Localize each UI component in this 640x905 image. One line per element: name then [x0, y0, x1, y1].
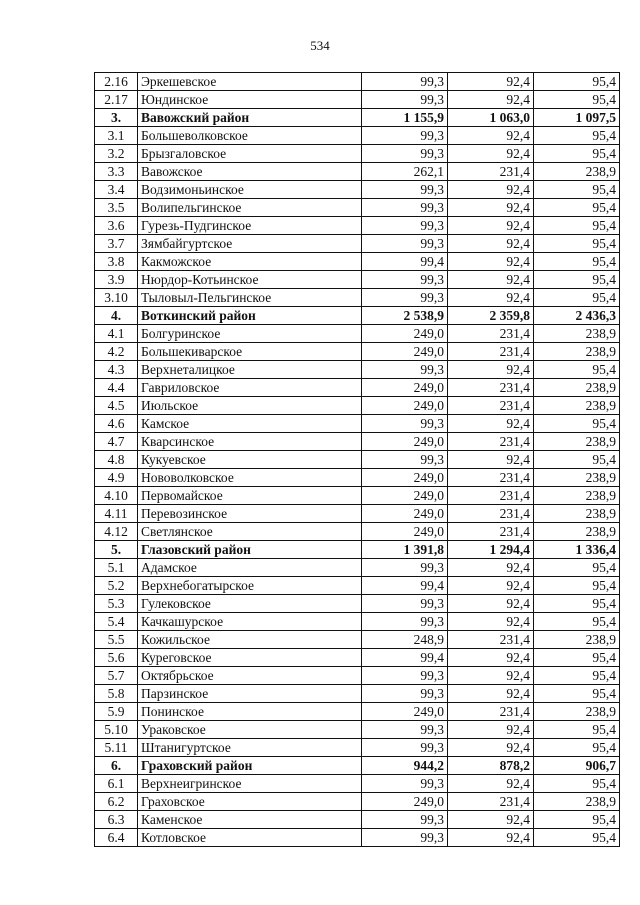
value-col-1: 99,3 — [362, 415, 448, 433]
row-number: 3.6 — [95, 217, 138, 235]
row-number: 4.9 — [95, 469, 138, 487]
table-body — [95, 73, 620, 847]
value-col-1: 99,4 — [362, 253, 448, 271]
value-col-2: 231,4 — [448, 793, 534, 811]
row-number: 3.9 — [95, 271, 138, 289]
row-number: 4.5 — [95, 397, 138, 415]
table-row — [95, 145, 620, 163]
value-col-2: 92,4 — [448, 217, 534, 235]
table-row — [95, 289, 620, 307]
table-row — [95, 433, 620, 451]
value-col-2: 231,4 — [448, 703, 534, 721]
row-number: 4.2 — [95, 343, 138, 361]
settlement-name: Нюрдор-Котьинское — [138, 271, 362, 289]
value-col-1: 99,3 — [362, 685, 448, 703]
value-col-3: 238,9 — [534, 793, 620, 811]
settlement-name: Куреговское — [138, 649, 362, 667]
value-col-1: 99,3 — [362, 613, 448, 631]
row-number: 6.3 — [95, 811, 138, 829]
settlement-name: Брызгаловское — [138, 145, 362, 163]
value-col-3: 95,4 — [534, 451, 620, 469]
table-row — [95, 667, 620, 685]
table-row — [95, 469, 620, 487]
row-number: 4.10 — [95, 487, 138, 505]
value-col-2: 92,4 — [448, 667, 534, 685]
value-col-3: 238,9 — [534, 397, 620, 415]
value-col-2: 2 359,8 — [448, 307, 534, 325]
row-number: 5.3 — [95, 595, 138, 613]
table-row — [95, 523, 620, 541]
table-row — [95, 415, 620, 433]
table-row — [95, 613, 620, 631]
row-number: 4.11 — [95, 505, 138, 523]
value-col-3: 906,7 — [534, 757, 620, 775]
value-col-1: 99,4 — [362, 577, 448, 595]
value-col-3: 238,9 — [534, 163, 620, 181]
value-col-2: 231,4 — [448, 397, 534, 415]
value-col-1: 99,3 — [362, 73, 448, 91]
value-col-3: 95,4 — [534, 685, 620, 703]
value-col-3: 95,4 — [534, 199, 620, 217]
value-col-1: 249,0 — [362, 325, 448, 343]
value-col-1: 99,3 — [362, 739, 448, 757]
settlement-name: Граховское — [138, 793, 362, 811]
value-col-3: 95,4 — [534, 721, 620, 739]
value-col-3: 95,4 — [534, 595, 620, 613]
value-col-2: 231,4 — [448, 505, 534, 523]
value-col-3: 95,4 — [534, 235, 620, 253]
table-row — [95, 811, 620, 829]
table-row — [95, 73, 620, 91]
value-col-1: 944,2 — [362, 757, 448, 775]
settlement-name: Волипельгинское — [138, 199, 362, 217]
value-col-3: 95,4 — [534, 271, 620, 289]
table-row — [95, 235, 620, 253]
value-col-1: 99,3 — [362, 91, 448, 109]
value-col-2: 92,4 — [448, 199, 534, 217]
value-col-2: 92,4 — [448, 91, 534, 109]
value-col-2: 92,4 — [448, 595, 534, 613]
value-col-3: 95,4 — [534, 289, 620, 307]
settlement-name: Гурезь-Пудгинское — [138, 217, 362, 235]
value-col-1: 249,0 — [362, 397, 448, 415]
table-row — [95, 379, 620, 397]
value-col-3: 238,9 — [534, 379, 620, 397]
value-col-1: 262,1 — [362, 163, 448, 181]
page-number: 534 — [310, 38, 330, 53]
table-row — [95, 739, 620, 757]
value-col-1: 249,0 — [362, 793, 448, 811]
value-col-1: 99,3 — [362, 811, 448, 829]
row-number: 3.5 — [95, 199, 138, 217]
table-row — [95, 343, 620, 361]
table-row — [95, 451, 620, 469]
row-number: 4.6 — [95, 415, 138, 433]
value-col-2: 231,4 — [448, 469, 534, 487]
table-row — [95, 775, 620, 793]
value-col-3: 95,4 — [534, 361, 620, 379]
value-col-2: 92,4 — [448, 811, 534, 829]
row-number: 3.3 — [95, 163, 138, 181]
value-col-3: 95,4 — [534, 217, 620, 235]
table-row — [95, 703, 620, 721]
value-col-1: 249,0 — [362, 379, 448, 397]
settlement-name: Тыловыл-Пельгинское — [138, 289, 362, 307]
value-col-1: 248,9 — [362, 631, 448, 649]
row-number: 4.4 — [95, 379, 138, 397]
table-row — [95, 829, 620, 847]
settlement-name: Гавриловское — [138, 379, 362, 397]
value-col-3: 238,9 — [534, 469, 620, 487]
value-col-3: 95,4 — [534, 127, 620, 145]
row-number: 5.8 — [95, 685, 138, 703]
value-col-3: 238,9 — [534, 523, 620, 541]
value-col-3: 1 336,4 — [534, 541, 620, 559]
settlement-name: Каменское — [138, 811, 362, 829]
value-col-3: 95,4 — [534, 613, 620, 631]
table-row — [95, 505, 620, 523]
settlement-name: Эркешевское — [138, 73, 362, 91]
value-col-1: 99,3 — [362, 235, 448, 253]
row-number: 3.4 — [95, 181, 138, 199]
value-col-2: 231,4 — [448, 343, 534, 361]
value-col-3: 95,4 — [534, 649, 620, 667]
table-row — [95, 253, 620, 271]
district-total-row — [95, 541, 620, 559]
value-col-2: 1 294,4 — [448, 541, 534, 559]
value-col-1: 99,3 — [362, 217, 448, 235]
row-number: 5.2 — [95, 577, 138, 595]
value-col-2: 92,4 — [448, 145, 534, 163]
value-col-3: 238,9 — [534, 433, 620, 451]
value-col-1: 99,3 — [362, 145, 448, 163]
value-col-3: 95,4 — [534, 181, 620, 199]
settlement-name: Камское — [138, 415, 362, 433]
settlement-name: Парзинское — [138, 685, 362, 703]
value-col-2: 92,4 — [448, 289, 534, 307]
value-col-1: 99,3 — [362, 289, 448, 307]
settlement-name: Верхнеталицкое — [138, 361, 362, 379]
value-col-1: 249,0 — [362, 505, 448, 523]
value-col-3: 95,4 — [534, 415, 620, 433]
row-number: 5.1 — [95, 559, 138, 577]
row-number: 2.16 — [95, 73, 138, 91]
settlement-name: Большеволковское — [138, 127, 362, 145]
value-col-3: 95,4 — [534, 811, 620, 829]
settlement-name: Большекиварское — [138, 343, 362, 361]
row-number: 6.4 — [95, 829, 138, 847]
row-number: 5.7 — [95, 667, 138, 685]
row-number: 3.7 — [95, 235, 138, 253]
value-col-2: 92,4 — [448, 649, 534, 667]
value-col-3: 238,9 — [534, 631, 620, 649]
value-col-3: 238,9 — [534, 487, 620, 505]
value-col-2: 92,4 — [448, 361, 534, 379]
table-row — [95, 559, 620, 577]
row-number: 5.5 — [95, 631, 138, 649]
row-number: 4.12 — [95, 523, 138, 541]
value-col-3: 95,4 — [534, 73, 620, 91]
table-row — [95, 397, 620, 415]
value-col-1: 99,3 — [362, 127, 448, 145]
value-col-2: 92,4 — [448, 127, 534, 145]
row-number: 6.2 — [95, 793, 138, 811]
settlement-name: Кварсинское — [138, 433, 362, 451]
value-col-2: 92,4 — [448, 73, 534, 91]
settlement-name: Юндинское — [138, 91, 362, 109]
settlement-name: Июльское — [138, 397, 362, 415]
value-col-1: 249,0 — [362, 703, 448, 721]
value-col-2: 92,4 — [448, 415, 534, 433]
row-number: 3.1 — [95, 127, 138, 145]
table-row — [95, 217, 620, 235]
value-col-2: 231,4 — [448, 325, 534, 343]
settlement-name: Верхнеигринское — [138, 775, 362, 793]
settlement-name: Октябрьское — [138, 667, 362, 685]
value-col-1: 249,0 — [362, 487, 448, 505]
row-number: 6.1 — [95, 775, 138, 793]
value-col-3: 238,9 — [534, 343, 620, 361]
value-col-1: 249,0 — [362, 343, 448, 361]
settlement-name: Зямбайгуртское — [138, 235, 362, 253]
row-number: 5.4 — [95, 613, 138, 631]
value-col-2: 231,4 — [448, 631, 534, 649]
value-col-3: 2 436,3 — [534, 307, 620, 325]
row-number: 4.3 — [95, 361, 138, 379]
settlement-name: Кожильское — [138, 631, 362, 649]
value-col-1: 99,3 — [362, 829, 448, 847]
table-row — [95, 721, 620, 739]
value-col-2: 231,4 — [448, 379, 534, 397]
district-total-row — [95, 757, 620, 775]
value-col-1: 99,3 — [362, 271, 448, 289]
value-col-3: 238,9 — [534, 505, 620, 523]
value-col-1: 249,0 — [362, 433, 448, 451]
value-col-3: 95,4 — [534, 559, 620, 577]
table-row — [95, 793, 620, 811]
value-col-2: 92,4 — [448, 559, 534, 577]
table-row — [95, 361, 620, 379]
table-row — [95, 325, 620, 343]
value-col-3: 95,4 — [534, 91, 620, 109]
row-number: 3.2 — [95, 145, 138, 163]
value-col-2: 92,4 — [448, 739, 534, 757]
value-col-1: 99,3 — [362, 199, 448, 217]
value-col-1: 99,3 — [362, 181, 448, 199]
value-col-2: 92,4 — [448, 235, 534, 253]
row-number: 3. — [95, 109, 138, 127]
settlement-name: Водзимоньинское — [138, 181, 362, 199]
value-col-1: 249,0 — [362, 469, 448, 487]
row-number: 5. — [95, 541, 138, 559]
settlement-name: Первомайское — [138, 487, 362, 505]
value-col-1: 99,4 — [362, 649, 448, 667]
table-row — [95, 181, 620, 199]
value-col-2: 92,4 — [448, 685, 534, 703]
value-col-1: 99,3 — [362, 595, 448, 613]
row-number: 4.7 — [95, 433, 138, 451]
table-row — [95, 271, 620, 289]
value-col-2: 92,4 — [448, 271, 534, 289]
settlement-name: Вавожское — [138, 163, 362, 181]
district-total-row — [95, 307, 620, 325]
settlement-name: Болгуринское — [138, 325, 362, 343]
table-row — [95, 577, 620, 595]
value-col-1: 2 538,9 — [362, 307, 448, 325]
value-col-2: 1 063,0 — [448, 109, 534, 127]
row-number: 5.11 — [95, 739, 138, 757]
table-row — [95, 91, 620, 109]
table-row — [95, 595, 620, 613]
table-row — [95, 127, 620, 145]
value-col-2: 92,4 — [448, 181, 534, 199]
value-col-1: 1 391,8 — [362, 541, 448, 559]
table-row — [95, 631, 620, 649]
settlement-name: Перевозинское — [138, 505, 362, 523]
value-col-2: 92,4 — [448, 451, 534, 469]
row-number: 4.8 — [95, 451, 138, 469]
value-col-1: 99,3 — [362, 667, 448, 685]
settlement-name: Гулековское — [138, 595, 362, 613]
data-table — [94, 72, 620, 847]
value-col-3: 238,9 — [534, 703, 620, 721]
value-col-3: 95,4 — [534, 667, 620, 685]
value-col-3: 95,4 — [534, 775, 620, 793]
value-col-2: 92,4 — [448, 253, 534, 271]
value-col-2: 92,4 — [448, 577, 534, 595]
settlement-name: Светлянское — [138, 523, 362, 541]
value-col-2: 92,4 — [448, 829, 534, 847]
value-col-1: 249,0 — [362, 523, 448, 541]
row-number: 2.17 — [95, 91, 138, 109]
value-col-1: 99,3 — [362, 559, 448, 577]
row-number: 5.9 — [95, 703, 138, 721]
table-row — [95, 649, 620, 667]
value-col-3: 95,4 — [534, 577, 620, 595]
value-col-2: 231,4 — [448, 487, 534, 505]
row-number: 4. — [95, 307, 138, 325]
settlement-name: Воткинский район — [138, 307, 362, 325]
value-col-3: 95,4 — [534, 739, 620, 757]
settlement-name: Кукуевское — [138, 451, 362, 469]
value-col-2: 92,4 — [448, 721, 534, 739]
value-col-3: 95,4 — [534, 145, 620, 163]
value-col-2: 231,4 — [448, 433, 534, 451]
value-col-3: 95,4 — [534, 253, 620, 271]
value-col-2: 231,4 — [448, 163, 534, 181]
table-row — [95, 487, 620, 505]
settlement-name: Котловское — [138, 829, 362, 847]
value-col-1: 99,3 — [362, 721, 448, 739]
settlement-name: Адамское — [138, 559, 362, 577]
value-col-2: 878,2 — [448, 757, 534, 775]
settlement-name: Глазовский район — [138, 541, 362, 559]
value-col-2: 92,4 — [448, 613, 534, 631]
value-col-3: 1 097,5 — [534, 109, 620, 127]
district-total-row — [95, 109, 620, 127]
row-number: 5.10 — [95, 721, 138, 739]
value-col-1: 1 155,9 — [362, 109, 448, 127]
table-row — [95, 199, 620, 217]
settlement-name: Понинское — [138, 703, 362, 721]
row-number: 5.6 — [95, 649, 138, 667]
row-number: 3.10 — [95, 289, 138, 307]
value-col-1: 99,3 — [362, 361, 448, 379]
row-number: 3.8 — [95, 253, 138, 271]
settlement-name: Ураковское — [138, 721, 362, 739]
settlement-name: Качкашурское — [138, 613, 362, 631]
value-col-2: 231,4 — [448, 523, 534, 541]
table-row — [95, 685, 620, 703]
row-number: 6. — [95, 757, 138, 775]
settlement-name: Штанигуртское — [138, 739, 362, 757]
value-col-3: 95,4 — [534, 829, 620, 847]
row-number: 4.1 — [95, 325, 138, 343]
value-col-1: 99,3 — [362, 775, 448, 793]
settlement-name: Нововолковское — [138, 469, 362, 487]
value-col-1: 99,3 — [362, 451, 448, 469]
settlement-name: Вавожский район — [138, 109, 362, 127]
settlement-name: Верхнебогатырское — [138, 577, 362, 595]
table-row — [95, 163, 620, 181]
value-col-3: 238,9 — [534, 325, 620, 343]
value-col-2: 92,4 — [448, 775, 534, 793]
settlement-name: Граховский район — [138, 757, 362, 775]
settlement-name: Какможское — [138, 253, 362, 271]
